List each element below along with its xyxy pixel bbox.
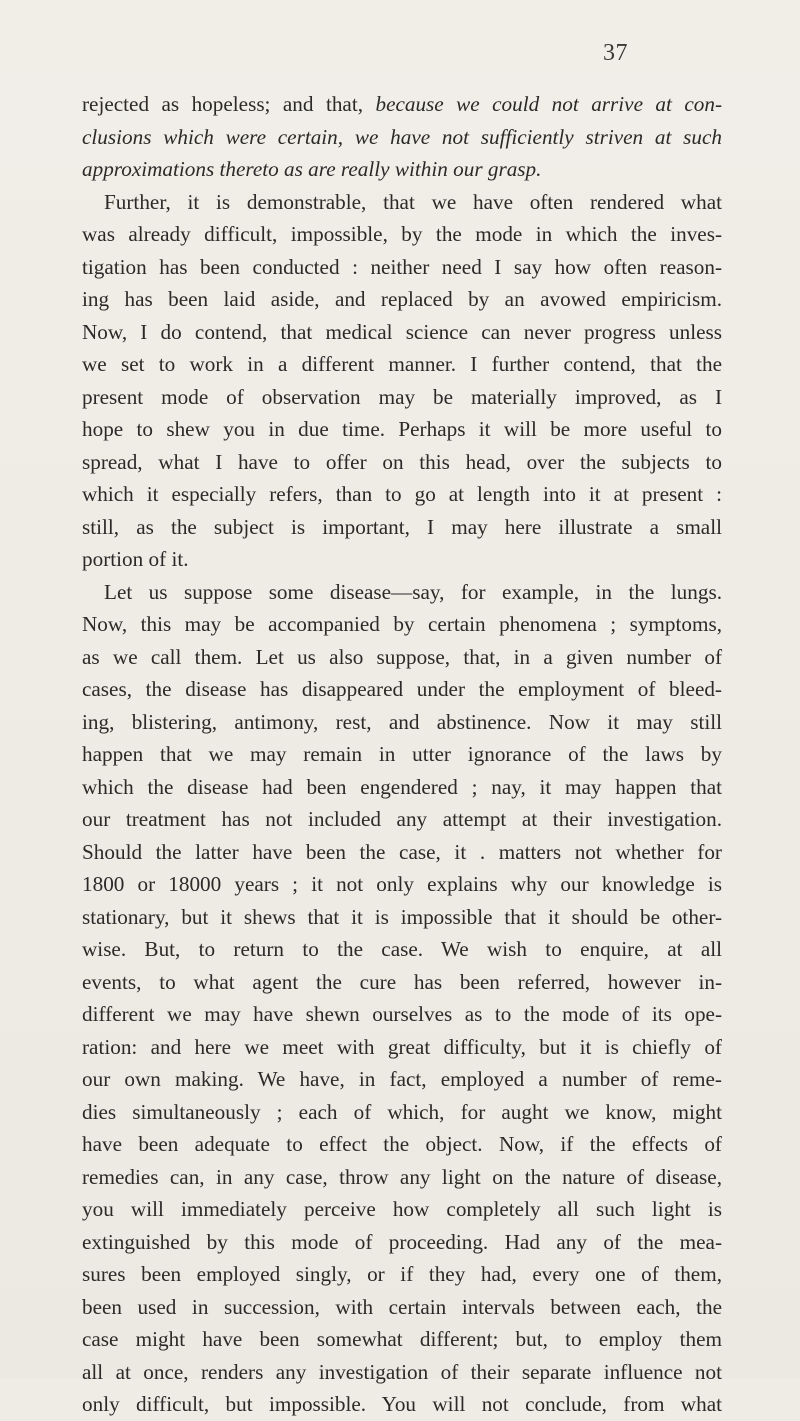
text-run: present mode of observation may be materially improved, as I (82, 384, 722, 409)
text-line (82, 446, 722, 479)
text-run: all at once, renders any investigation of their separate influence not (82, 1359, 722, 1384)
text-run: tigation has been conducted : neither need I say how often reason- (82, 254, 722, 279)
text-run: hope to shew you in due time. Perhaps it will be more useful to (82, 417, 722, 441)
text-line (82, 1193, 722, 1226)
text-line (82, 836, 722, 869)
text-run: sures been employed singly, or if they had, every one of them, (82, 1262, 722, 1286)
text-run: ing, blistering, antimony, rest, and abstinence. Now it may still (82, 709, 722, 734)
text-line (82, 511, 722, 544)
text-run: extinguished by this mode of proceeding. Had any of the mea- (82, 1229, 722, 1254)
text-run: rejected as hopeless; and that, (82, 92, 376, 116)
text-line (82, 641, 722, 674)
text-line (82, 966, 722, 999)
text-line (82, 218, 722, 251)
text-line (82, 673, 722, 706)
text-line (82, 771, 722, 804)
text-line (82, 1096, 722, 1129)
text-run: have been adequate to effect the object. Now, if the effects of (82, 1132, 722, 1156)
text-line (82, 251, 722, 284)
text-run: ration: and here we meet with great difficulty, but it is chiefly of (82, 1034, 722, 1059)
text-line (82, 868, 722, 901)
text-run: wise. But, to return to the case. We wish to enquire, at all (82, 937, 722, 961)
text-run: dies simultaneously ; each of which, for aught we know, might (82, 1099, 722, 1124)
text-line (82, 186, 722, 219)
page-number: 37 (603, 40, 628, 66)
text-run: Now, I do contend, that medical science can never progress unless (82, 319, 722, 344)
text-run: still, as the subject is important, I may here illustrate a small (82, 514, 722, 539)
text-run: remedies can, in any case, throw any light on the nature of disease, (82, 1164, 722, 1189)
text-run: portion of it. (82, 547, 189, 571)
text-run: Should the latter have been the case, it . matters not whether for (82, 839, 722, 864)
text-line (82, 1323, 722, 1356)
text-line (82, 706, 722, 739)
text-run: 1800 or 18000 years ; it not only explains why our knowledge is (82, 872, 722, 896)
text-run: happen that we may remain in utter ignorance of the laws by (82, 742, 722, 766)
text-line (82, 576, 722, 609)
text-line (82, 1128, 722, 1161)
text-run: cases, the disease has disappeared under the employment of bleed- (82, 677, 722, 701)
text-line (82, 998, 722, 1031)
text-run: spread, what I have to offer on this head, over the subjects to (82, 449, 722, 474)
text-run: been used in succession, with certain intervals between each, the (82, 1294, 722, 1319)
text-run: was already difficult, impossible, by the mode in which the inves- (82, 222, 722, 246)
text-run: Now, this may be accompanied by certain phenomena ; symptoms, (82, 612, 722, 636)
text-run: our treatment has not included any attempt at their investigation. (82, 807, 722, 831)
text-run: events, to what agent the cure has been referred, however in- (82, 969, 722, 994)
text-line (82, 1031, 722, 1064)
text-line (82, 153, 722, 186)
text-run: our own making. We have, in fact, employed a number of reme- (82, 1067, 722, 1091)
text-line (82, 381, 722, 414)
text-run: Further, it is demonstrable, that we have often rendered what (104, 189, 722, 214)
text-run: you will immediately perceive how completely all such light is (82, 1197, 722, 1221)
text-line (82, 283, 722, 316)
text-run: which the disease had been engendered ; nay, it may happen that (82, 774, 722, 799)
text-line (82, 1356, 722, 1389)
text-line (82, 1291, 722, 1324)
text-run: which it especially refers, than to go at length into it at present : (82, 482, 722, 506)
text-line (82, 1226, 722, 1259)
text-line (82, 413, 722, 446)
text-line (82, 933, 722, 966)
text-run: only difficult, but impossible. You will not conclude, from what (82, 1392, 722, 1416)
text-line (82, 316, 722, 349)
text-line (82, 478, 722, 511)
text-line (82, 803, 722, 836)
body-text (82, 88, 722, 1421)
text-line (82, 1258, 722, 1291)
text-line (82, 1161, 722, 1194)
text-run: as we call them. Let us also suppose, that, in a given number of (82, 644, 722, 669)
text-run: stationary, but it shews that it is impossible that it should be other- (82, 904, 722, 929)
italic-text: approximations thereto as are really within our grasp. (82, 157, 542, 181)
italic-text: clusions which were certain, we have not sufficiently striven at such (82, 124, 722, 149)
text-run: case might have been somewhat different; but, to employ them (82, 1327, 722, 1351)
text-line (82, 348, 722, 381)
text-line (82, 608, 722, 641)
text-line (82, 121, 722, 154)
text-line (82, 1063, 722, 1096)
italic-text: because we could not arrive at con- (375, 92, 723, 116)
text-run: different we may have shewn ourselves as to the mode of its ope- (82, 1002, 722, 1026)
text-run: we set to work in a different manner. I further contend, that the (82, 352, 722, 376)
text-run: ing has been laid aside, and replaced by an avowed empiricism. (82, 287, 722, 311)
text-line (82, 738, 722, 771)
text-line (82, 88, 722, 121)
text-line (82, 1388, 722, 1421)
text-run: Let us suppose some disease—say, for example, in the lungs. (104, 579, 722, 604)
text-line (82, 543, 722, 576)
text-line (82, 901, 722, 934)
